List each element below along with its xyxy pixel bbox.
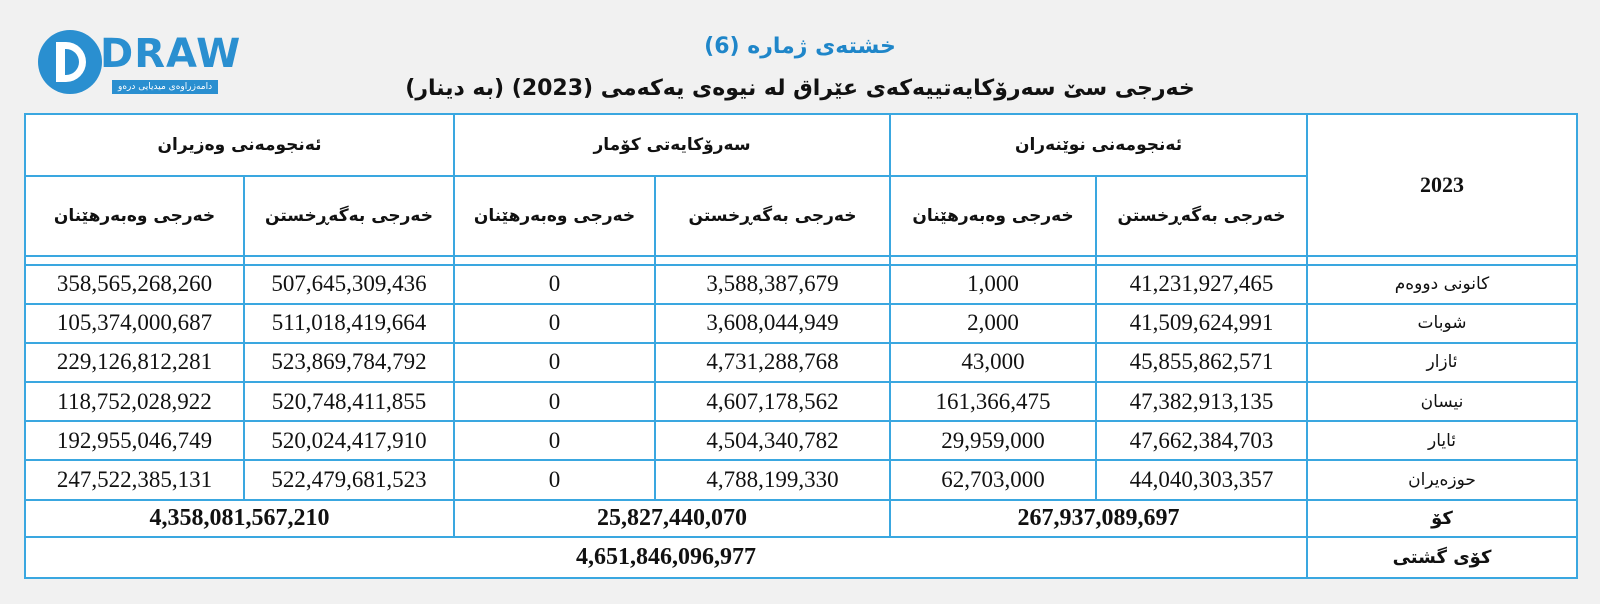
parliament-operating-cell: 44,040,303,357	[1096, 460, 1307, 499]
parliament-investment-cell: 2,000	[890, 304, 1096, 343]
sub-header-investment: خەرجی وەبەرهێنان	[454, 176, 655, 256]
sub-header-operating: خەرجی بەگەڕخستن	[244, 176, 454, 256]
parliament-total: 267,937,089,697	[890, 500, 1307, 537]
table-subtitle: خەرجی سێ سەرۆکایەتییەکەی عێراق لە نیوەی یەکەمی (2023) (بە دینار)	[405, 76, 1195, 101]
table-row	[25, 382, 1577, 421]
ministers-operating-cell: 523,869,784,792	[244, 343, 454, 382]
table-row	[25, 304, 1577, 343]
presidency-investment-cell: 0	[454, 304, 655, 343]
table-title: خشتەی ژمارە (6)	[704, 34, 896, 59]
table-row	[25, 265, 1577, 304]
sub-header-operating: خەرجی بەگەڕخستن	[1096, 176, 1307, 256]
ministers-operating-cell: 511,018,419,664	[244, 304, 454, 343]
parliament-operating-cell: 45,855,862,571	[1096, 343, 1307, 382]
sub-header-investment: خەرجی وەبەرهێنان	[25, 176, 244, 256]
parliament-operating-cell: 41,509,624,991	[1096, 304, 1307, 343]
presidency-operating-cell: 3,608,044,949	[655, 304, 890, 343]
table-row	[25, 421, 1577, 460]
table-row	[25, 343, 1577, 382]
sub-header-operating: خەرجی بەگەڕخستن	[655, 176, 890, 256]
month-label: نیسان	[1307, 382, 1577, 421]
ministers-investment-cell: 192,955,046,749	[25, 421, 244, 460]
presidency-operating-cell: 4,731,288,768	[655, 343, 890, 382]
parliament-operating-cell: 41,231,927,465	[1096, 265, 1307, 304]
presidency-operating-cell: 3,588,387,679	[655, 265, 890, 304]
ministers-total: 4,358,081,567,210	[25, 500, 454, 537]
presidency-investment-cell: 0	[454, 343, 655, 382]
presidency-investment-cell: 0	[454, 382, 655, 421]
table-row	[25, 460, 1577, 499]
parliament-investment-cell: 29,959,000	[890, 421, 1096, 460]
grand-total-value: 4,651,846,096,977	[25, 537, 1307, 578]
group-header-presidency: سەرۆکایەتی کۆمار	[454, 114, 890, 176]
ministers-investment-cell: 229,126,812,281	[25, 343, 244, 382]
logo-tagline: دامەزراوەی میدیایی درەو	[112, 80, 218, 94]
ministers-operating-cell: 520,024,417,910	[244, 421, 454, 460]
sub-header-investment: خەرجی وەبەرهێنان	[890, 176, 1096, 256]
logo-text: DRAW	[100, 31, 242, 77]
presidency-total: 25,827,440,070	[454, 500, 890, 537]
presidency-operating-cell: 4,504,340,782	[655, 421, 890, 460]
group-header-parliament: ئەنجومەنی نوێنەران	[890, 114, 1307, 176]
ministers-operating-cell: 522,479,681,523	[244, 460, 454, 499]
parliament-operating-cell: 47,382,913,135	[1096, 382, 1307, 421]
presidency-investment-cell: 0	[454, 421, 655, 460]
total-row	[25, 500, 1577, 537]
presidency-investment-cell: 0	[454, 265, 655, 304]
parliament-operating-cell: 47,662,384,703	[1096, 421, 1307, 460]
grand-total-row	[25, 537, 1577, 578]
spacer-row	[25, 256, 1577, 264]
year-header: 2023	[1307, 114, 1577, 256]
expenditure-table	[24, 113, 1578, 579]
month-label: کانونی دووەم	[1307, 265, 1577, 304]
ministers-operating-cell: 507,645,309,436	[244, 265, 454, 304]
presidency-operating-cell: 4,607,178,562	[655, 382, 890, 421]
group-header-row	[25, 114, 1577, 176]
ministers-investment-cell: 105,374,000,687	[25, 304, 244, 343]
parliament-investment-cell: 161,366,475	[890, 382, 1096, 421]
presidency-operating-cell: 4,788,199,330	[655, 460, 890, 499]
month-label: ئازار	[1307, 343, 1577, 382]
month-label: شوبات	[1307, 304, 1577, 343]
ministers-investment-cell: 358,565,268,260	[25, 265, 244, 304]
parliament-investment-cell: 1,000	[890, 265, 1096, 304]
presidency-investment-cell: 0	[454, 460, 655, 499]
month-label: ئایار	[1307, 421, 1577, 460]
total-label: کۆ	[1307, 500, 1577, 537]
ministers-investment-cell: 247,522,385,131	[25, 460, 244, 499]
ministers-investment-cell: 118,752,028,922	[25, 382, 244, 421]
month-label: حوزەیران	[1307, 460, 1577, 499]
parliament-investment-cell: 43,000	[890, 343, 1096, 382]
grand-total-label: کۆی گشتی	[1307, 537, 1577, 578]
group-header-ministers: ئەنجومەنی وەزیران	[25, 114, 454, 176]
parliament-investment-cell: 62,703,000	[890, 460, 1096, 499]
ministers-operating-cell: 520,748,411,855	[244, 382, 454, 421]
